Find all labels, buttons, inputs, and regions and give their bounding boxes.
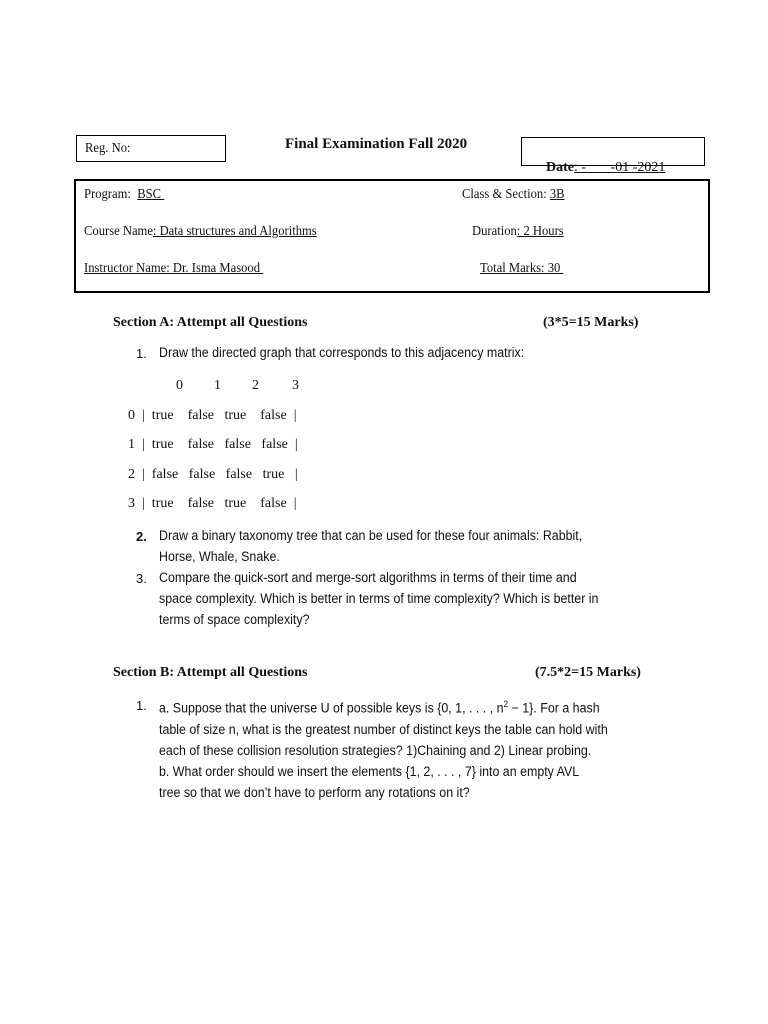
q3-line: space complexity. Which is better in terms of time complexity? Which is better in [159, 591, 599, 606]
matrix-row: 3 | true false true false | [128, 496, 297, 511]
duration-field [472, 224, 564, 240]
section-b-title: Section B: Attempt all Questions [113, 665, 308, 680]
class-value: 3B [549, 187, 565, 202]
date-value: : - -01 -2021 [574, 160, 666, 175]
total-marks-field: Total Marks: 30 [480, 261, 564, 276]
program-field [84, 187, 164, 203]
b-q1-part-a [159, 694, 608, 761]
section-a-marks: (3*5=15 Marks) [543, 315, 639, 330]
superscript: 2 [503, 699, 509, 709]
q2-line: Draw a binary taxonomy tree that can be used for these four animals: Rabbit, [159, 528, 583, 543]
section-a-title: Section A: Attempt all Questions [113, 315, 308, 330]
q2-number: 2. [136, 529, 147, 544]
reg-no-box [76, 135, 226, 162]
b-q1-a-line [159, 694, 608, 719]
q2-line: Horse, Whale, Snake. [159, 549, 280, 564]
course-field [84, 224, 317, 240]
date-box [521, 137, 705, 175]
course-value: : Data structures and Algorithms [152, 224, 317, 239]
q2-text [159, 525, 582, 567]
matrix-row: 1 | true false false false | [128, 437, 298, 452]
b-q1-a-pre: a. Suppose that the universe U of possible keys is {0, 1, . . . , n [159, 700, 504, 716]
q1-text: Draw the directed graph that corresponds to this adjacency matrix: [159, 345, 525, 360]
duration-label: Duration [472, 224, 517, 239]
q1-number: 1. [136, 346, 147, 361]
b-q1-part-b [159, 761, 579, 803]
b-q1-number: 1. [136, 698, 147, 713]
b-q1-b-line: b. What order should we insert the elements {1, 2, . . . , 7} into an empty AVL [159, 764, 580, 779]
instructor-field: Instructor Name: Dr. Isma Masood [84, 261, 264, 276]
program-value: BSC [137, 187, 165, 202]
matrix-col-header: 2 [252, 378, 259, 393]
reg-no-label: Reg. No: [85, 141, 131, 156]
b-q1-a-line: each of these collision resolution strategies? 1)Chaining and 2) Linear probing. [159, 742, 592, 758]
b-q1-b-line: tree so that we don’t have to perform any rotations on it? [159, 785, 470, 800]
date-label: Date [546, 160, 574, 175]
course-info-box [74, 179, 710, 293]
program-label: Program: [84, 187, 138, 202]
q3-line: terms of space complexity? [159, 612, 310, 627]
q3-text [159, 567, 598, 630]
b-q1-a-line: table of size n, what is the greatest number of distinct keys the table can hold with [159, 721, 608, 737]
matrix-col-header: 1 [214, 378, 221, 393]
b-q1-a-post: − 1}. For a hash [508, 700, 600, 716]
matrix-col-header: 3 [292, 378, 299, 393]
class-label: Class & Section: [462, 187, 550, 202]
q3-line: Compare the quick-sort and merge-sort algorithms in terms of their time and [159, 570, 577, 585]
matrix-col-header: 0 [176, 378, 183, 393]
q3-number: 3. [136, 571, 147, 586]
matrix-row: 0 | true false true false | [128, 408, 297, 423]
course-label: Course Name [84, 224, 153, 239]
matrix-row: 2 | false false false true | [128, 467, 298, 482]
duration-value: : 2 Hours [516, 224, 564, 239]
section-b-marks: (7.5*2=15 Marks) [535, 665, 641, 680]
class-section-field [462, 187, 565, 203]
exam-title: Final Examination Fall 2020 [285, 136, 468, 152]
